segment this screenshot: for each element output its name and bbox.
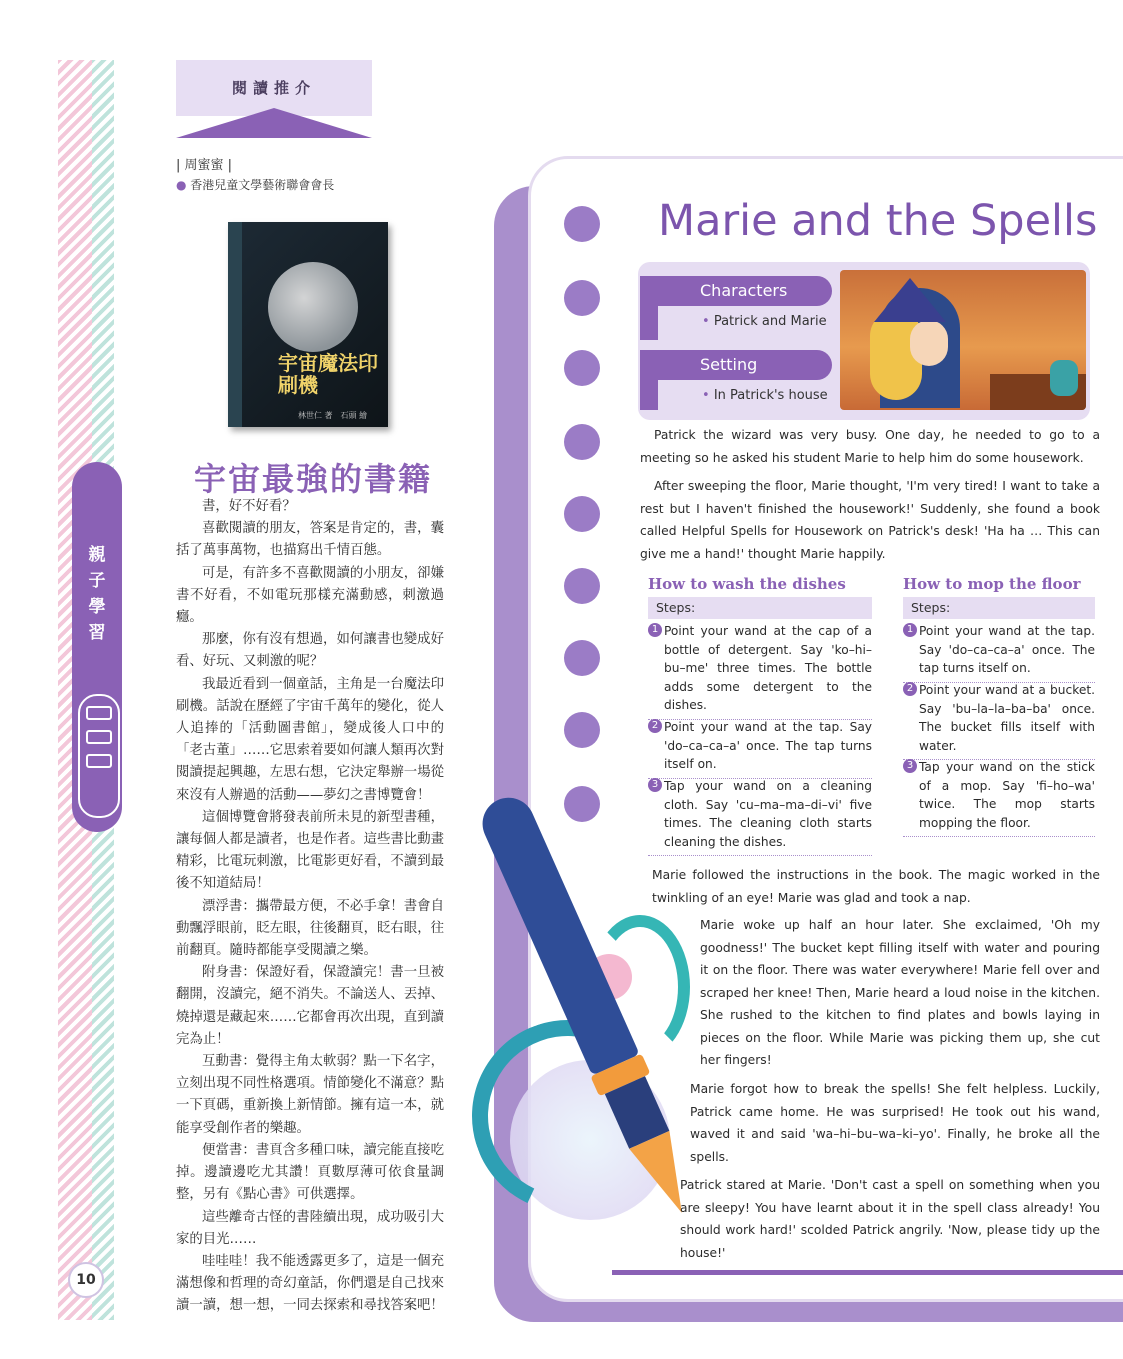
article-paragraph: 漂浮書：攜帶最方便，不必手拿！書會自動飄浮眼前，眨左眼，往後翻頁，眨右眼，往前翻頁。隨時都能享受閱讀之樂。: [176, 898, 444, 959]
step-number-icon: 2: [648, 719, 662, 733]
floor-step: [903, 758, 1095, 837]
section-tab-label: 親子學習: [88, 545, 106, 643]
article-paragraph: 這些離奇古怪的書陸續出現，成功吸引大家的目光……: [176, 1209, 444, 1247]
setting-value-text: In Patrick's house: [713, 388, 828, 403]
article-paragraph: 互動書：覺得主角太軟弱？點一下名字，立刻出現不同性格選項。情節變化不滿意？點一下頁碼，重新換上新情節。擁有這一本，就能享受創作者的樂趣。: [176, 1054, 444, 1136]
column-banner-label: 閱讀推介: [231, 79, 316, 97]
book-spine: [228, 222, 242, 427]
binder-ring: [564, 640, 600, 676]
step-text: Tap your wand on a cleaning cloth. Say 'cu–ma–ma–di–vi' five times. The cleaning cloth starts cleaning the dishes.: [664, 779, 872, 849]
story-body: [690, 1078, 1100, 1168]
article-paragraph: 喜歡閱讀的朋友，答案是肯定的，書，囊括了萬事萬物，也描寫出千情百態。: [176, 521, 444, 559]
characters-label: Characters: [640, 276, 832, 306]
article-paragraph: 便當書：書頁含多種口味，讀完能直接吃掉。邊讀邊吃尤其讚！頁數厚薄可依食量調整，另有《點心書》可供選擇。: [176, 1142, 444, 1203]
witch-hat: [874, 278, 946, 322]
book-cover-authors: 林世仁 著 石頭 繪: [298, 411, 368, 420]
author-title: [176, 176, 334, 193]
binder-ring: [564, 206, 600, 242]
story-title: Marie and the Spells: [658, 196, 1098, 246]
binder-ring: [564, 568, 600, 604]
article-paragraph: 這個博覽會將發表前所未見的新型書種，讓每個人都是讀者，也是作者。這些書比動畫精彩，比電玩刺激，比電影更好看，不讀到最後不知道結局！: [176, 809, 444, 892]
dishes-steps-label: Steps:: [648, 597, 872, 619]
potion-illustration: [1050, 360, 1078, 396]
section-tab: [72, 462, 122, 832]
family-learning-icon: [78, 694, 120, 818]
article-paragraph: 可是，有許多不喜歡閱讀的小朋友，卻嫌書不好看，不如電玩那樣充滿動感，刺激過癮。: [176, 565, 444, 626]
step-number-icon: 3: [903, 759, 917, 773]
step-text: Point your wand at the tap. Say 'do–ca–ca–a' once. The tap turns itself on.: [919, 624, 1095, 675]
characters-value-text: Patrick and Marie: [713, 314, 827, 329]
setting-value: [702, 388, 828, 403]
witch-illustration: [840, 270, 1086, 410]
step-text: Point your wand at the tap. Say 'do–ca–ca–a' once. The tap turns itself on.: [664, 720, 872, 771]
characters-value: [702, 314, 827, 329]
page-number: 10: [68, 1262, 104, 1298]
story-paragraph: After sweeping the floor, Marie thought, 'I'm very tired! I want to take a rest but I haven't finished the housework!' Suddenly, she found a book called Helpful Spells for Housework on Patrick's desk! 'Ha ha … This can give me a hand!' thought Marie happily.: [640, 479, 1100, 561]
article-paragraph: 書，好不好看？: [202, 499, 296, 514]
step-number-icon: 2: [903, 682, 917, 696]
binder-ring: [564, 350, 600, 386]
floor-step: [903, 681, 1095, 760]
moon-illustration: [268, 262, 358, 352]
step-number-icon: 1: [648, 623, 662, 637]
story-paragraph: Marie woke up half an hour later. She exclaimed, 'Oh my goodness!' The bucket kept filling itself with water and pouring it on the floor. There was water everywhere! Marie fell over and scraped her knee! Then, Marie heard a loud noise in the kitchen. She rushed to the kitchen to find plates and bowls laying in pieces on the floor. While Marie was picking them up, she cut her fingers!: [700, 918, 1100, 1067]
binder-ring: [564, 496, 600, 532]
story-paragraph: Marie forgot how to break the spells! She felt helpless. Luckily, Patrick came home. He was surprised! He took out his wand, waved it and said 'wa–hi–bu–wa–ki–yo'. Finally, he broke all the spells.: [690, 1082, 1100, 1164]
story-paragraph: Patrick the wizard was very busy. One day, he needed to go to a meeting so he asked his student Marie to help him do some housework.: [640, 428, 1100, 465]
step-number-icon: 1: [903, 623, 917, 637]
book-cover-image: [228, 222, 388, 427]
story-body: [652, 864, 1100, 909]
floor-steps-label: Steps:: [903, 597, 1095, 619]
notebook-bottom-rule: [612, 1270, 1123, 1275]
author-name: | 周蜜蜜 |: [176, 158, 233, 173]
binder-ring: [564, 280, 600, 316]
dishes-heading: How to wash the dishes: [648, 575, 846, 593]
story-paragraph: Patrick stared at Marie. 'Don't cast a spell on something when you are sleepy! You have learnt about it in the spell class already! You should work hard!' scolded Patrick angrily. 'Now, please tidy up the house!': [680, 1178, 1100, 1260]
article-paragraph: 附身書：保證好看，保證讀完！書一旦被翻開，沒讀完，絕不消失。不論送人、丟掉、燒掉還是藏起來……它都會再次出現，直到讀完為止！: [176, 965, 444, 1047]
binder-ring: [564, 712, 600, 748]
book-cover-title: 宇宙魔法印刷機: [278, 351, 378, 397]
dishes-step: [648, 622, 872, 720]
bullet-icon: •: [702, 388, 714, 403]
step-number-icon: 3: [648, 778, 662, 792]
article-paragraph: 那麼，你有沒有想過，如何讓書也變成好看、好玩、又刺激的呢？: [176, 632, 444, 670]
bullet-icon: ●: [176, 178, 191, 192]
step-text: Point your wand at a bucket. Say 'bu–la–la–ba–ba' once. The bucket fills itself with water.: [919, 683, 1095, 753]
binder-ring: [564, 424, 600, 460]
story-body: [680, 1174, 1100, 1264]
author-title-text: 香港兒童文學藝術聯會會長: [190, 178, 335, 192]
witch-face: [910, 320, 948, 366]
article-body: [176, 496, 444, 1318]
article-headline: 宇宙最強的書籍: [194, 460, 433, 498]
step-text: Tap your wand on the stick of a mop. Say 'fi–ho–wa' twice. The mop starts mopping the floor.: [919, 760, 1095, 830]
bullet-icon: •: [702, 314, 714, 329]
floor-heading: How to mop the floor: [903, 575, 1081, 593]
story-intro: [640, 424, 1100, 565]
banner-ribbon: [176, 108, 372, 138]
dishes-step: [648, 718, 872, 779]
article-paragraph: 哇哇哇！我不能透露更多了，這是一個充滿想像和哲理的奇幻童話，你們還是自己找來讀一讀，想一想，一同去探索和尋找答案吧！: [176, 1253, 444, 1314]
floor-step: [903, 622, 1095, 683]
story-paragraph: Marie followed the instructions in the book. The magic worked in the twinkling of an eye! Marie was glad and took a nap.: [652, 868, 1100, 905]
step-text: Point your wand at the cap of a bottle of detergent. Say 'ko–hi–bu–me' three times. The bottle adds some detergent to the dishes.: [664, 624, 872, 712]
binder-ring: [564, 786, 600, 822]
setting-label: Setting: [640, 350, 832, 380]
story-body: [700, 914, 1100, 1072]
article-paragraph: 我最近看到一個童話，主角是一台魔法印刷機。話說在歷經了宇宙千萬年的變化，從人人追捧的「活動圖書館」，變成後人口中的「老古董」……它思索着要如何讓人類再次對閱讀提起興趣，左思右想，它決定舉辦一場從來沒有人辦過的活動——夢幻之書博覽會！: [176, 676, 444, 803]
dishes-step: [648, 777, 872, 856]
